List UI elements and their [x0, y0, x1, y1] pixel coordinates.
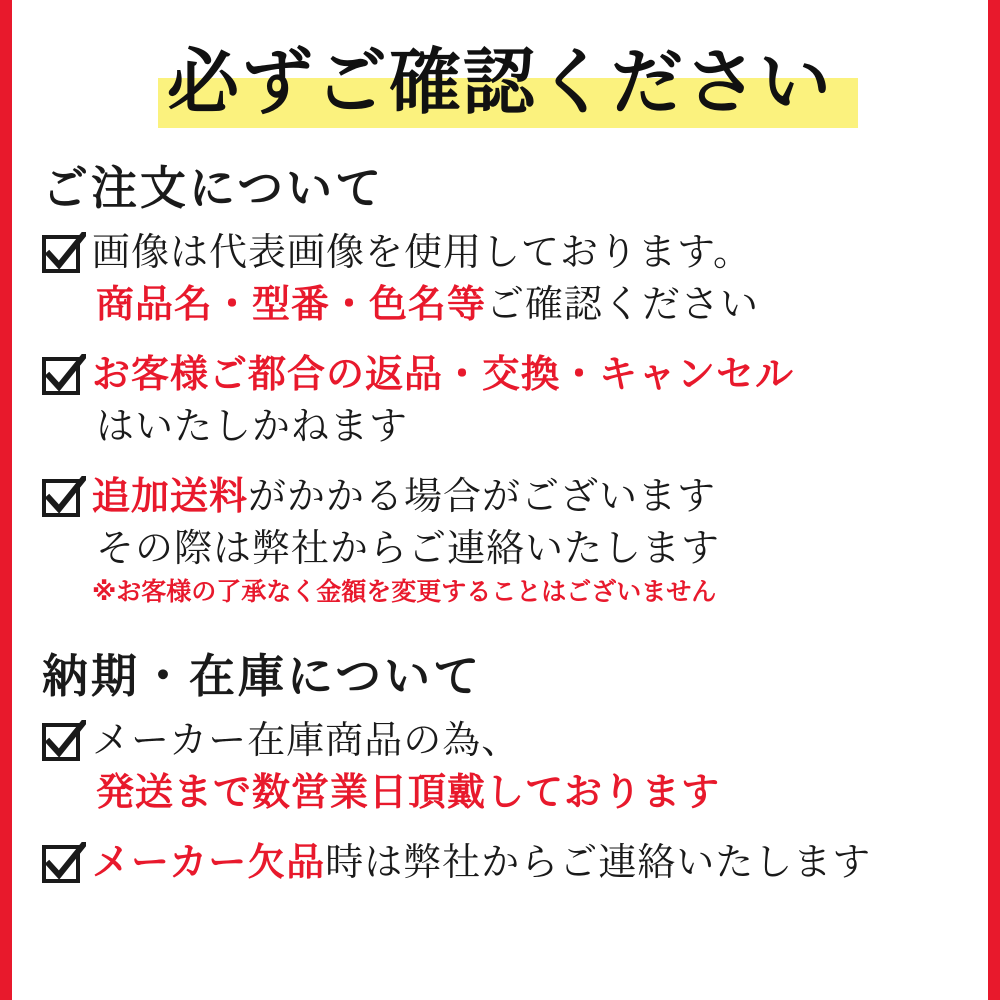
right-red-bar — [988, 0, 1000, 1000]
checkbox-checked-icon — [42, 842, 86, 886]
notice-item-lines — [92, 348, 968, 452]
emphasis-text: 商品名・型番・色名等 — [96, 282, 487, 326]
emphasis-text: 発送まで数営業日頂戴しております — [96, 770, 721, 814]
normal-text: がかかる場合がございます — [248, 474, 717, 518]
notice-item — [42, 348, 968, 452]
normal-text: 画像は代表画像を使用しております。 — [92, 230, 752, 274]
notice-line — [92, 714, 968, 766]
checkbox-checked-icon — [42, 354, 86, 398]
notice-line — [92, 400, 968, 452]
notice-line — [92, 470, 968, 522]
notice-item-lines — [92, 714, 968, 818]
page-title — [12, 34, 988, 130]
normal-text: はいたしかねます — [96, 404, 409, 448]
notice-footnote: ※お客様の了承なく金額を変更することはございません — [92, 577, 717, 606]
notice-item-lines — [92, 226, 968, 330]
notice-line — [92, 836, 968, 888]
page-title-text: 必ずご確認ください — [166, 40, 833, 124]
notice-item — [42, 226, 968, 330]
emphasis-text: メーカー欠品 — [92, 840, 326, 884]
emphasis-text: お客様ご都合の返品・交換・キャンセル — [92, 352, 795, 396]
notice-content — [12, 0, 988, 1000]
emphasis-text: 追加送料 — [92, 474, 249, 518]
notice-line — [92, 766, 968, 818]
normal-text: メーカー在庫商品の為、 — [92, 718, 521, 762]
section-heading: ご注文について — [42, 161, 385, 215]
normal-text: 時は弊社からご連絡いたします — [325, 840, 872, 884]
notice-line — [92, 226, 968, 278]
normal-text: その際は弊社からご連絡いたします — [96, 526, 721, 570]
notice-item — [42, 470, 968, 610]
notice-line — [92, 348, 968, 400]
left-red-bar — [0, 0, 12, 1000]
normal-text: ご確認ください — [486, 282, 760, 326]
notice-sections — [42, 152, 968, 888]
notice-item — [42, 836, 968, 888]
notice-line — [92, 522, 968, 574]
notice-item — [42, 714, 968, 818]
checkbox-checked-icon — [42, 476, 86, 520]
section-heading: 納期・在庫について — [42, 649, 483, 703]
notice-item-lines — [92, 836, 968, 888]
checkbox-checked-icon — [42, 720, 86, 764]
notice-line — [92, 278, 968, 330]
checkbox-checked-icon — [42, 232, 86, 276]
notice-item-lines — [92, 470, 968, 610]
